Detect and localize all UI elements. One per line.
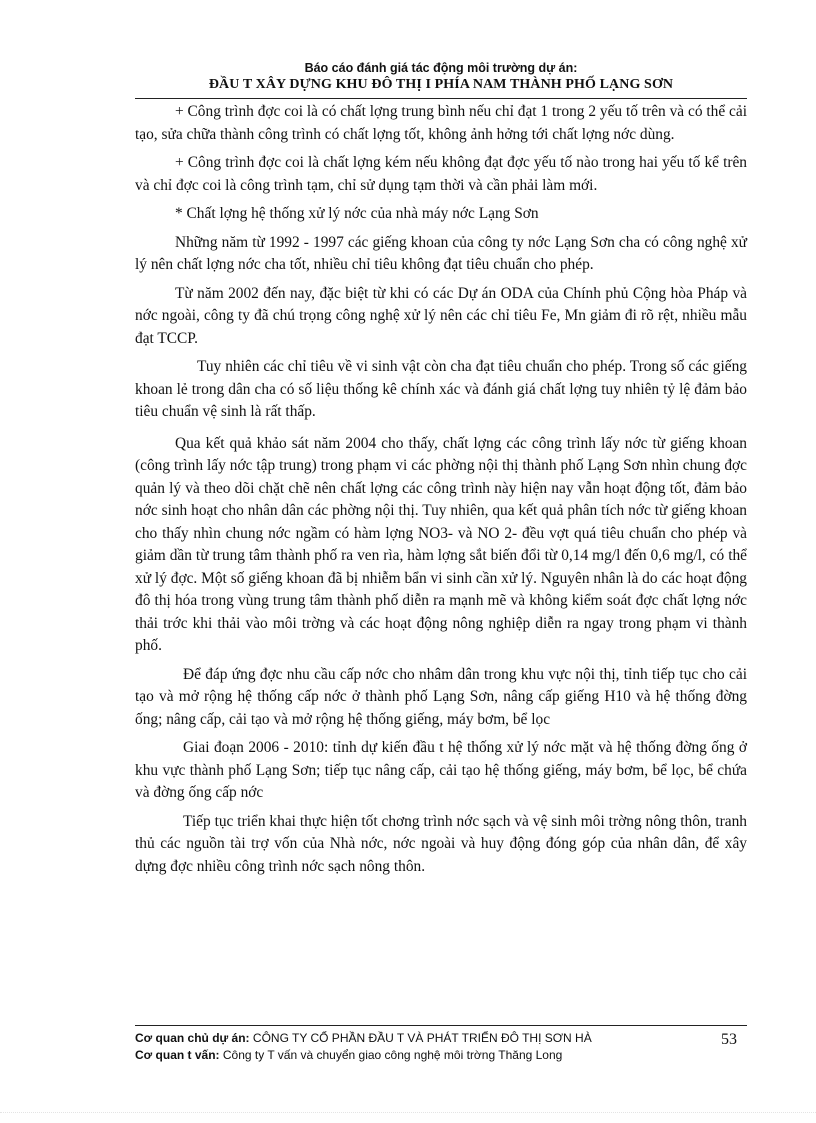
paragraph-average-quality: + Công trình đợc coi là có chất lợng trung bình nếu chỉ đạt 1 trong 2 yếu tố trên và có thể cải tạo, sửa chữa thành công trình có chất lợng tốt, không ảnh hởng tới chất lợng nớc dùng. <box>135 103 747 143</box>
owner-label: Cơ quan chủ dự án: <box>135 1031 250 1045</box>
paragraph-poor-quality: + Công trình đợc coi là chất lợng kém nếu không đạt đợc yếu tố nào trong hai yếu tố kể trên và chỉ đợc coi là công trình tạm, chỉ sử dụng tạm thời và cần phải làm mới. <box>135 154 747 194</box>
page-edge-dots <box>0 1112 816 1113</box>
page-number: 53 <box>721 1031 737 1048</box>
consultant-label: Cơ quan t vấn: <box>135 1048 220 1062</box>
paragraph-survey-2004: Qua kết quả khảo sát năm 2004 cho thấy, chất lợng các công trình lấy nớc từ giếng khoan (công trình lấy nớc tập trung) trong phạm vi các phờng nội thị thành phố Lạng Sơn nhìn chung đợc quản lý và theo dõi chặt chẽ nên chất lợng các công trình này hiện nay vẫn hoạt động tốt, đảm bảo nớc sinh hoạt cho nhân dân các phờng nội thị. Tuy nhiên, qua kết quả phân tích nớc từ giếng khoan cho thấy nhìn chung nớc ngầm có hàm lợng NO3- và NO 2- đều vợt quá tiêu chuẩn cho phép và giảm dần từ trung tâm thành phố ra ven rìa, hàm lợng sắt biến đổi từ 0,14 mg/l đến 0,6 mg/l, có thể xử lý đợc. Một số giếng khoan đã bị nhiễm bẩn vi sinh cần xử lý. Nguyên nhân là do các hoạt động đô thị hóa trong vùng trung tâm thành phố diễn ra mạnh mẽ và không kiểm soát đợc chất lợng nớc thải trớc khi thải vào môi trờng và các hoạt động nông nghiệp diễn ra ngay trong phạm vi thành phố. <box>135 434 747 654</box>
consultant-value: Công ty T vấn và chuyển giao công nghệ môi trờng Thăng Long <box>222 1048 563 1062</box>
paragraph-2002-oda: Từ năm 2002 đến nay, đặc biệt từ khi có các Dự án ODA của Chính phủ Cộng hòa Pháp và nớc ngoài, công ty đã chú trọng công nghệ xử lý nên các chỉ tiêu Fe, Mn giảm đi rõ rệt, nhiều mẫu đạt TCCP. <box>135 284 747 347</box>
owner-value: CÔNG TY CỔ PHẦN ĐẦU T VÀ PHÁT TRIỂN ĐÔ THỊ SƠN HÀ <box>252 1031 592 1045</box>
paragraph-rural-program: Tiếp tục triển khai thực hiện tốt chơng trình nớc sạch và vệ sinh môi trờng nông thôn, tranh thủ các nguồn tài trợ vốn của Nhà nớc, nớc ngoài và huy động đóng góp của nhân dân, để xây dựng đợc nhiều công trình nớc sạch nông thôn. <box>135 812 747 875</box>
project-title: ĐẦU T XÂY DỰNG KHU ĐÔ THỊ I PHÍA NAM THÀNH PHỐ LẠNG SƠN <box>208 77 674 92</box>
paragraph-water-supply-plan: Để đáp ứng đợc nhu cầu cấp nớc cho nhâm dân trong khu vực nội thị, tỉnh tiếp tục cho cải tạo và mở rộng hệ thống cấp nớc ở thành phố Lạng Sơn, nâng cấp giếng H10 và hệ thống đờng ống; nâng cấp, cải tạo và mở rộng hệ thống giếng, máy bơm, bể lọc <box>135 665 747 728</box>
report-title: Báo cáo đánh giá tác động môi trường dự án: <box>304 61 578 75</box>
section-heading-water-treatment: * Chất lợng hệ thống xử lý nớc của nhà máy nớc Lạng Sơn <box>175 205 539 222</box>
paragraph-2006-2010: Giai đoạn 2006 - 2010: tỉnh dự kiến đầu t hệ thống xử lý nớc mặt và hệ thống đờng ống ở khu vực thành phố Lạng Sơn; tiếp tục nâng cấp, cải tạo hệ thống giếng, máy bơm, bể lọc, bể chứa và đờng ống cấp nớc <box>135 739 747 801</box>
paragraph-1992-1997: Những năm từ 1992 - 1997 các giếng khoan của công ty nớc Lạng Sơn cha có công nghệ xử lý nên chất lợng nớc cha tốt, nhiều chỉ tiêu không đạt tiêu chuẩn cho phép. <box>135 233 747 273</box>
page-header <box>135 60 747 94</box>
paragraph-microbiology: Tuy nhiên các chỉ tiêu về vi sinh vật còn cha đạt tiêu chuẩn cho phép. Trong số các giếng khoan lẻ trong dân cha có số liệu thống kê chính xác và đánh giá chất lợng tuy nhiên tỷ lệ đảm bảo tiêu chuẩn vệ sinh là rất thấp. <box>135 358 747 420</box>
footer-owner-line <box>135 1030 747 1047</box>
footer-consultant-line <box>135 1047 747 1064</box>
page-footer <box>135 1030 747 1064</box>
footer-rule <box>135 1025 747 1026</box>
header-rule <box>135 98 747 99</box>
document-body <box>135 101 747 878</box>
